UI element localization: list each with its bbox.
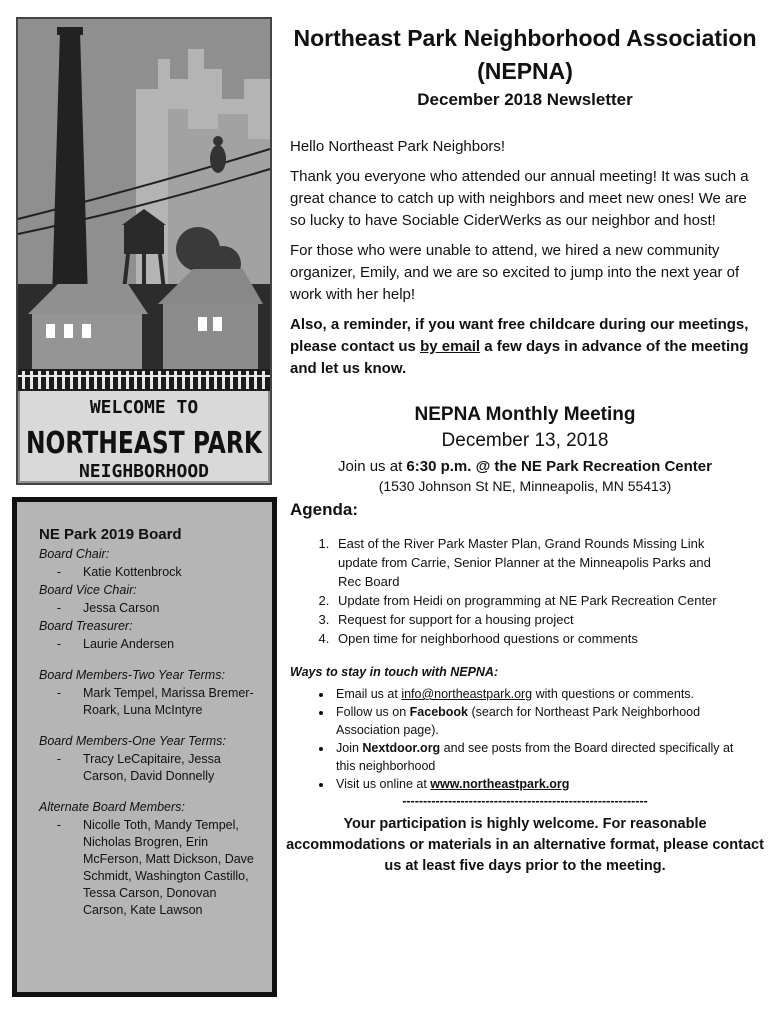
board-two-year-names: Mark Tempel, Marissa Bremer-Roark, Luna McIntyre — [83, 686, 254, 717]
newsletter-subtitle: December 2018 Newsletter — [417, 90, 633, 109]
list-dash: - — [56, 565, 62, 579]
list-dash: - — [56, 637, 62, 651]
logo-line-3: NEIGHBORHOOD — [78, 461, 210, 482]
join-prefix: Join us at — [338, 458, 407, 475]
neighborhood-illustration — [18, 19, 270, 483]
board-one-year-entry — [35, 751, 254, 785]
reminder-text-before: Also, a reminder, if you want free childcare during our meetings, please contact us — [290, 316, 749, 355]
ways-item-facebook — [333, 703, 753, 739]
board-treasurer-role: Board Treasurer: — [39, 619, 133, 633]
ways-fb-before: Follow us on — [336, 705, 410, 719]
facebook-label: Facebook — [409, 705, 469, 719]
meeting-title: NEPNA Monthly Meeting — [414, 404, 636, 425]
board-treasurer-entry — [35, 636, 254, 653]
meeting-address: (1530 Johnson St NE, Minneapolis, MN 55413) — [378, 478, 672, 494]
ways-email-after: with questions or comments. — [532, 687, 695, 701]
ways-email-before: Email us at — [336, 687, 402, 701]
board-vice-chair-names: Jessa Carson — [83, 601, 160, 615]
ways-item-website — [333, 775, 753, 793]
ways-nd-after: and see posts from the Board directed specifically at this neighborhood — [336, 741, 734, 773]
greeting: Hello Northeast Park Neighbors! — [290, 138, 506, 155]
agenda-item: 3. Request for support for a housing project — [333, 610, 728, 629]
ways-fb-after: (search for Northeast Park Neighborhood Association page). — [336, 705, 701, 737]
board-alternate-entry — [35, 817, 254, 919]
dashed-separator: ----------------------------------------------------------- — [402, 794, 648, 808]
reminder-text-after: a few days in advance of the meeting and let us know. — [290, 338, 749, 377]
intro-paragraph-1: Thank you everyone who attended our annual meeting! It was such a great chance to catch up with neighbors and meet new ones! We are so lucky to have Sociable CiderWerks as our neighbor and host! — [290, 168, 749, 229]
childcare-reminder — [290, 314, 765, 380]
logo-line-2: NORTHEAST PARK — [26, 426, 264, 461]
board-title: NE Park 2019 Board — [39, 526, 182, 543]
intro-paragraph-2: For those who were unable to attend, we hired a new community organizer, Emily, and we are so excited to jump into the next year of work with her help! — [290, 242, 740, 303]
board-two-year-role: Board Members-Two Year Terms: — [39, 668, 225, 682]
accommodations-note: Your participation is highly welcome. For reasonable accommodations or materials in an alternative format, please contact us at least five days prior to the meeting. — [286, 816, 764, 874]
board-chair-role: Board Chair: — [39, 547, 110, 561]
board-alternate-names: Nicolle Toth, Mandy Tempel, Nicholas Brogren, Erin McFerson, Matt Dickson, Dave Schmidt, Washington Castillo, Tessa Carson, Donovan Carson, Kate Lawson — [83, 818, 254, 917]
board-chair-entry — [35, 564, 254, 581]
nextdoor-label: Nextdoor.org — [362, 741, 441, 755]
agenda-item: 2. Update from Heidi on programming at NE Park Recreation Center — [333, 591, 728, 610]
ways-nd-before: Join — [336, 741, 363, 755]
agenda-list — [285, 534, 728, 648]
list-dash: - — [56, 818, 62, 832]
email-link[interactable]: by email — [420, 338, 481, 355]
board-box — [12, 497, 277, 997]
board-alternate-role: Alternate Board Members: — [39, 800, 185, 814]
page-title: Northeast Park Neighborhood Association (NEPNA) — [293, 25, 757, 84]
list-dash: - — [56, 686, 62, 700]
board-vice-chair-role: Board Vice Chair: — [39, 583, 137, 597]
ways-item-nextdoor — [333, 739, 753, 775]
logo-line-1: WELCOME TO — [89, 397, 199, 418]
ways-heading: Ways to stay in touch with NEPNA: — [290, 665, 499, 679]
newsletter-main — [285, 22, 765, 877]
meeting-time-place: 6:30 p.m. @ the NE Park Recreation Center — [406, 458, 712, 475]
list-dash: - — [56, 752, 62, 766]
list-dash: - — [56, 601, 62, 615]
ways-web-before: Visit us online at — [336, 777, 431, 791]
meeting-date: December 13, 2018 — [441, 430, 609, 451]
ways-list — [285, 685, 753, 793]
agenda-item: 4. Open time for neighborhood questions or comments — [333, 629, 728, 648]
board-one-year-names: Tracy LeCapitaire, Jessa Carson, David Donnelly — [83, 752, 221, 783]
agenda-heading: Agenda: — [290, 500, 358, 519]
board-one-year-role: Board Members-One Year Terms: — [39, 734, 226, 748]
board-treasurer-names: Laurie Andersen — [83, 637, 175, 651]
board-chair-names: Katie Kottenbrock — [83, 565, 182, 579]
board-vice-chair-entry — [35, 600, 254, 617]
meeting-time-location — [285, 458, 765, 475]
ways-item-email — [333, 685, 753, 703]
info-email-link[interactable]: info@northeastpark.org — [401, 687, 533, 701]
website-link[interactable]: www.northeastpark.org — [430, 777, 570, 791]
agenda-item: 1. East of the River Park Master Plan, Grand Rounds Missing Link update from Carrie, Senior Planner at the Minneapolis Parks and Rec Board — [333, 534, 728, 591]
board-two-year-entry — [35, 685, 254, 719]
welcome-sign-logo — [16, 17, 272, 485]
